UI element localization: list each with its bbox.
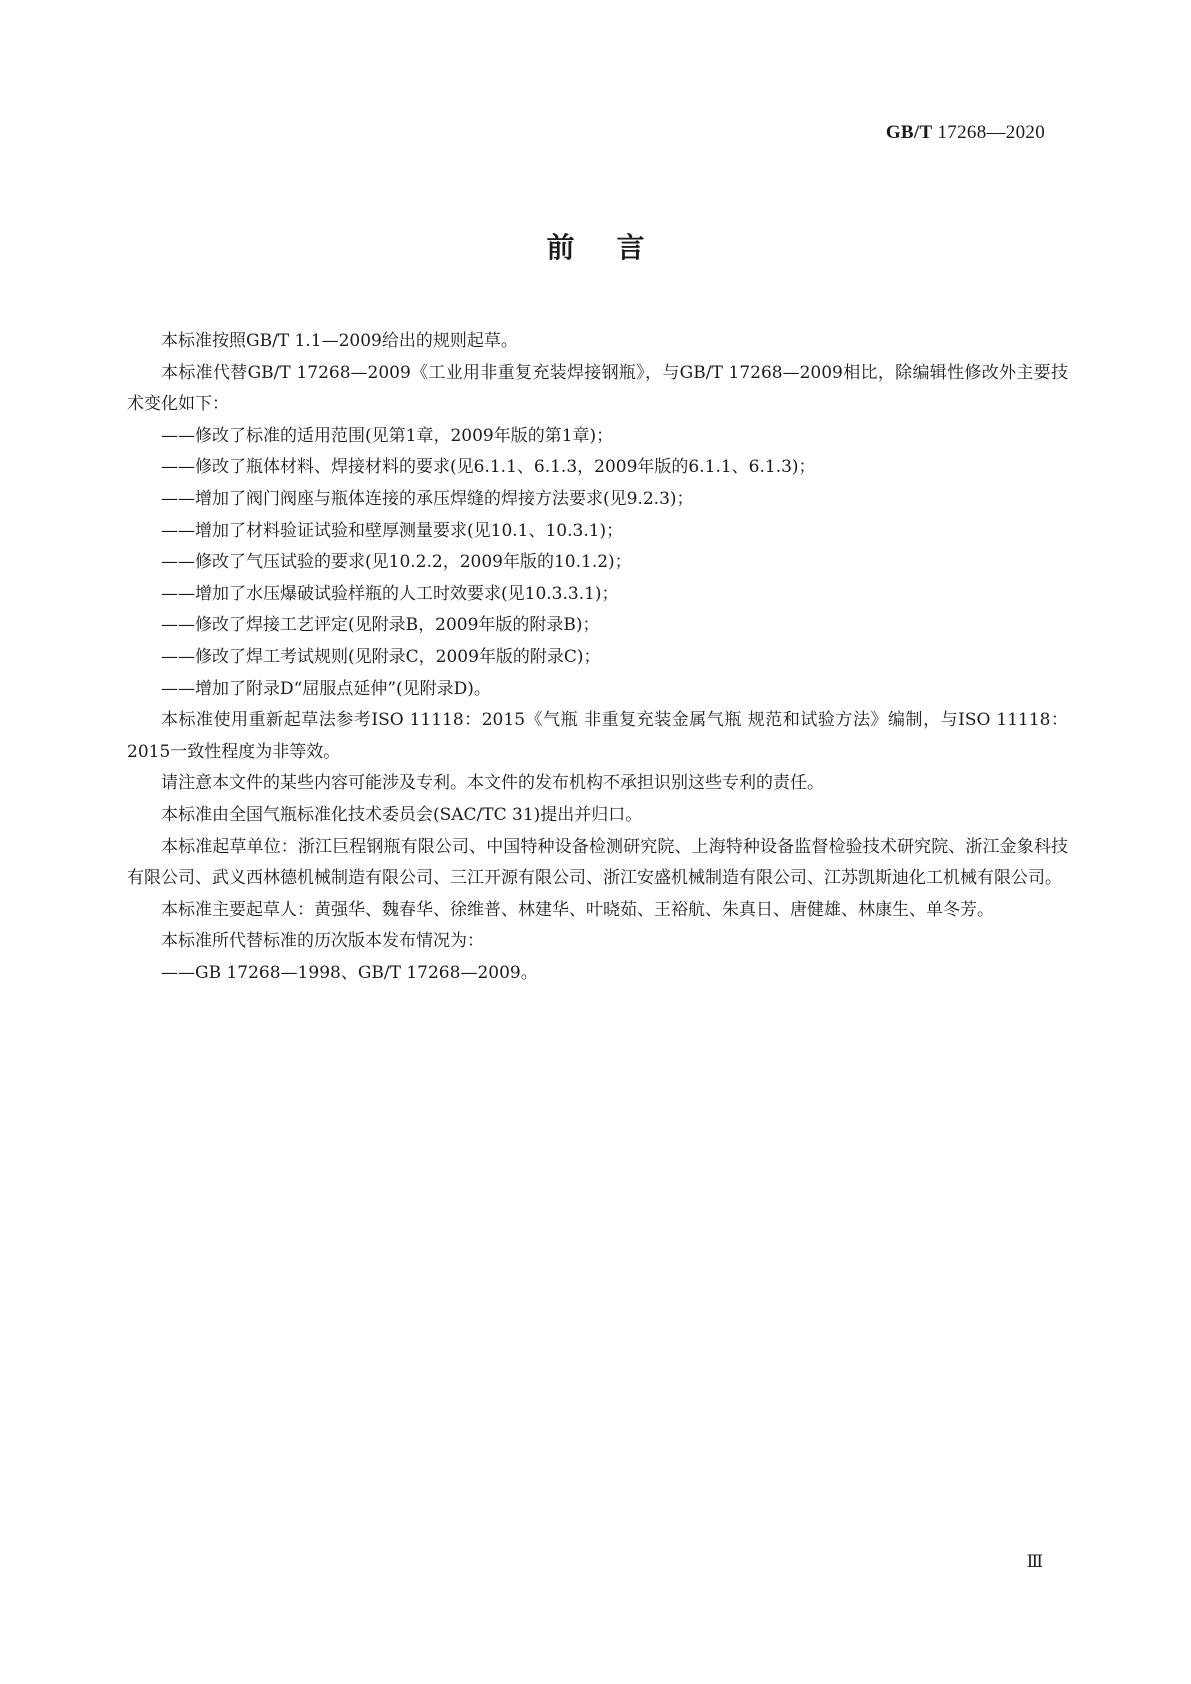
paragraph-replacement: 本标准代替GB/T 17268—2009《工业用非重复充装焊接钢瓶》，与GB/T 17268—2009相比，除编辑性修改外主要技术变化如下： <box>127 362 1068 415</box>
paragraph-drafters: 本标准主要起草人：黄强华、魏春华、徐维普、林建华、叶晓茹、王裕航、朱真日、唐健雄、林康生、单冬芳。 <box>161 899 994 920</box>
paragraph-iso-reference: 本标准使用重新起草法参考ISO 11118：2015《气瓶 非重复充装金属气瓶 规范和试验方法》编制，与ISO 11118：2015一致性程度为非等效。 <box>127 710 1068 762</box>
change-item: ——修改了瓶体材料、焊接材料的要求(见6.1.1、6.1.3，2009年版的6.1.1、6.1.3)； <box>161 457 816 478</box>
paragraph-history-intro: 本标准所代替标准的历次版本发布情况为： <box>161 931 484 952</box>
page-number: Ⅲ <box>1026 1552 1044 1571</box>
paragraph-proposed-by: 本标准由全国气瓶标准化技术委员会(SAC/TC 31)提出并归口。 <box>161 804 643 825</box>
foreword-body <box>127 326 1068 989</box>
change-item: ——修改了气压试验的要求(见10.2.2，2009年版的10.1.2)； <box>161 552 632 573</box>
standard-code-prefix: GB/T <box>885 122 933 143</box>
history-item: ——GB 17268—1998、GB/T 17268—2009。 <box>161 962 538 983</box>
standard-code <box>886 122 1045 144</box>
change-item: ——增加了水压爆破试验样瓶的人工时效要求(见10.3.3.1)； <box>161 583 619 604</box>
paragraph-drafting-units: 本标准起草单位：浙江巨程钢瓶有限公司、中国特种设备检测研究院、上海特种设备监督检验技术研究院、浙江金象科技有限公司、武义西林德机械制造有限公司、三江开源有限公司、浙江安盛机械制造有限公司、江苏凯斯迪化工机械有限公司。 <box>127 836 1068 889</box>
change-item: ——修改了焊接工艺评定(见附录B，2009年版的附录B)； <box>161 615 600 636</box>
paragraph-patent-notice: 请注意本文件的某些内容可能涉及专利。本文件的发布机构不承担识别这些专利的责任。 <box>161 773 824 794</box>
change-item: ——修改了标准的适用范围(见第1章，2009年版的第1章)； <box>161 425 614 446</box>
paragraph-drafting-rules: 本标准按照GB/T 1.1—2009给出的规则起草。 <box>161 331 518 351</box>
standard-code-number: 17268—2020 <box>937 122 1045 143</box>
page-title: 前言 <box>546 231 687 264</box>
change-item: ——增加了附录D“屈服点延伸”(见附录D)。 <box>161 678 491 699</box>
change-item: ——修改了焊工考试规则(见附录C，2009年版的附录C)； <box>161 646 601 667</box>
change-item: ——增加了阀门阀座与瓶体连接的承压焊缝的焊接方法要求(见9.2.3)； <box>161 488 694 509</box>
change-item: ——增加了材料验证试验和壁厚测量要求(见10.1、10.3.1)； <box>161 520 624 541</box>
